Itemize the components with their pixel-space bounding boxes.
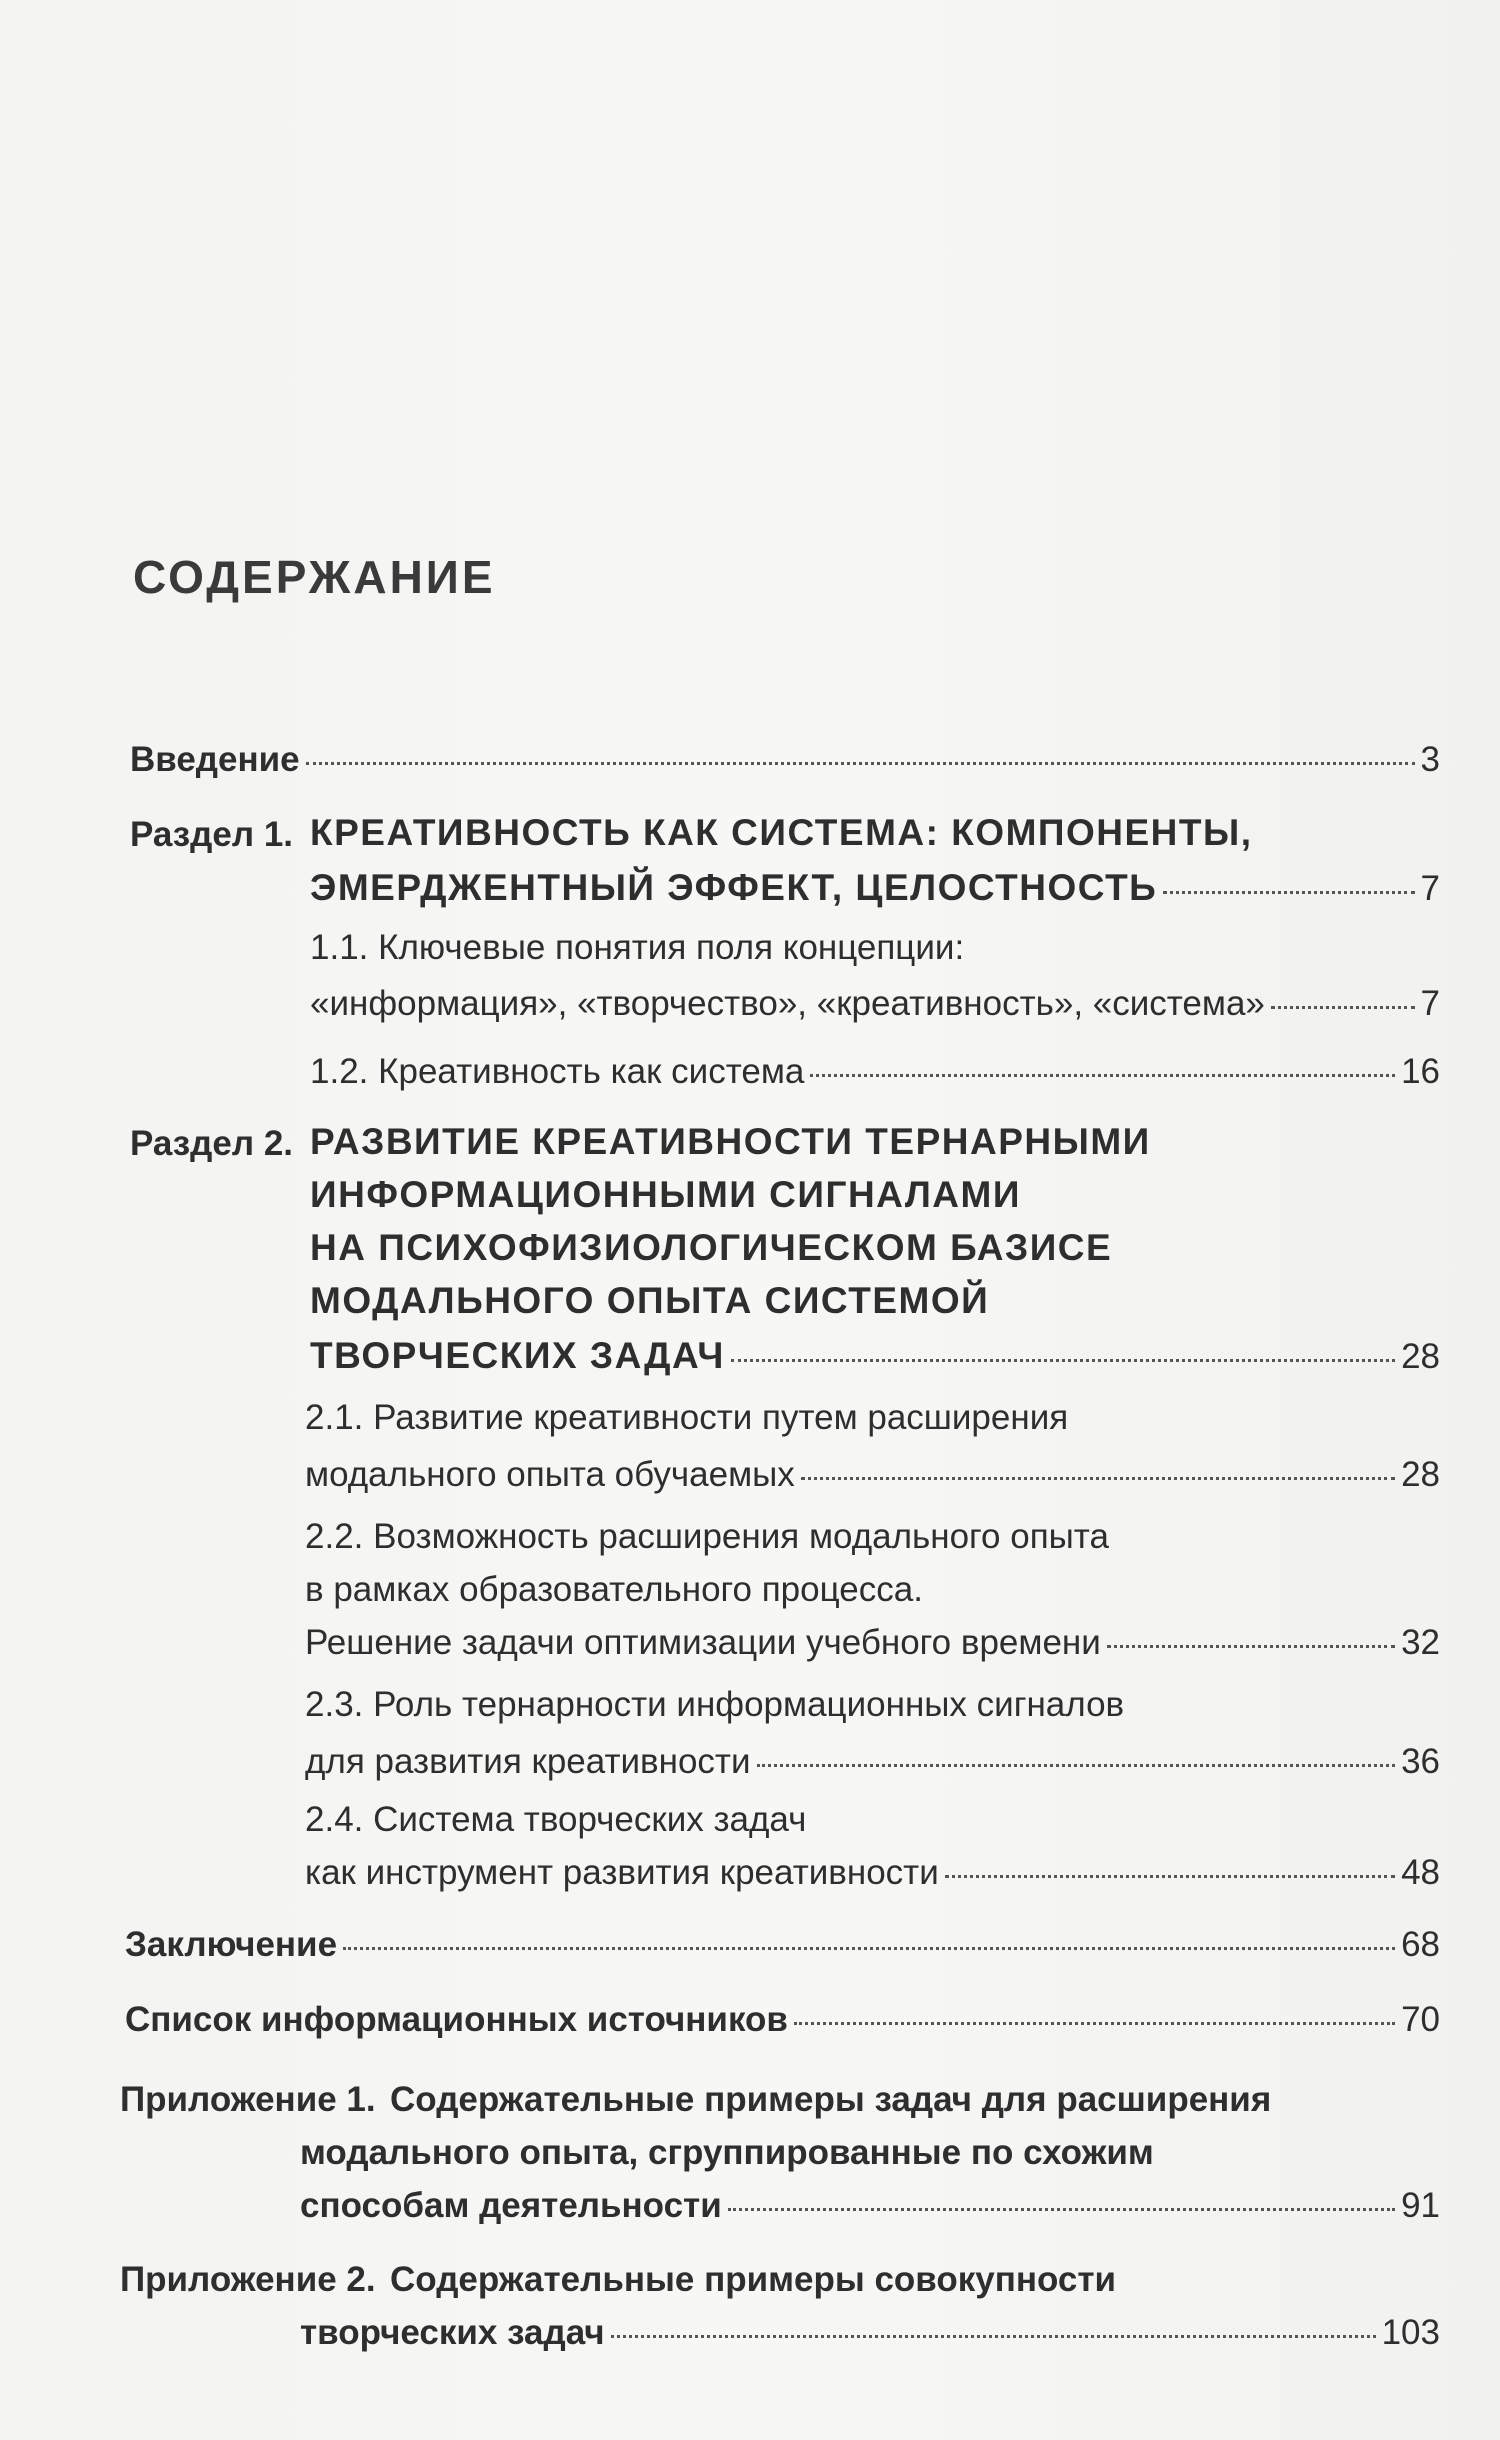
subsection-1-1-line-2: «информация», «творчество», «креативность», «система»: [310, 984, 1265, 1023]
toc-entry-1-2: [310, 1052, 1440, 1092]
toc-page-number: 7: [1420, 869, 1440, 908]
toc-page-number: 28: [1401, 1337, 1440, 1376]
dot-leader: [731, 1359, 1395, 1362]
toc-page-number: 28: [1401, 1455, 1440, 1494]
appendix-1-prefix: Приложение 1.: [120, 2080, 376, 2119]
toc-entry-2-4: [305, 1853, 1440, 1893]
dot-leader: [794, 2022, 1395, 2025]
dot-leader: [1107, 1645, 1395, 1648]
section-2-prefix: Раздел 2.: [130, 1124, 294, 1163]
toc-page-number: 16: [1401, 1052, 1440, 1091]
dot-leader: [343, 1947, 1395, 1950]
subsection-2-2-line-1: 2.2. Возможность расширения модального опыта: [305, 1517, 1109, 1556]
appendix-1-line-3: способам деятельности: [300, 2186, 722, 2225]
section-1-prefix: Раздел 1.: [130, 815, 294, 854]
toc-page-number: 7: [1420, 984, 1440, 1023]
subsection-2-2-line-2: в рамках образовательного процесса.: [305, 1570, 923, 1609]
section-1-title-line-1: КРЕАТИВНОСТЬ КАК СИСТЕМА: КОМПОНЕНТЫ,: [310, 812, 1253, 853]
appendix-1-line-2: модального опыта, сгруппированные по схожим: [300, 2133, 1154, 2172]
toc-entry-2-3: [305, 1742, 1440, 1782]
subsection-2-3-line-1: 2.3. Роль тернарности информационных сигналов: [305, 1685, 1125, 1724]
section-2-title-line-2: ИНФОРМАЦИОННЫМИ СИГНАЛАМИ: [310, 1174, 1021, 1215]
toc-entry-section-2: [310, 1336, 1440, 1377]
appendix-2-prefix: Приложение 2.: [120, 2260, 376, 2299]
dot-leader: [1163, 891, 1414, 894]
appendix-2-line-1: Содержательные примеры совокупности: [390, 2260, 1117, 2299]
section-2-title-line-1: РАЗВИТИЕ КРЕАТИВНОСТИ ТЕРНАРНЫМИ: [310, 1121, 1151, 1162]
section-2-title-line-4: МОДАЛЬНОГО ОПЫТА СИСТЕМОЙ: [310, 1280, 990, 1321]
toc-entry-2-2: [305, 1623, 1440, 1663]
dot-leader: [810, 1074, 1395, 1077]
dot-leader: [728, 2208, 1395, 2211]
toc-entry-label: Заключение: [125, 1925, 338, 1964]
subsection-2-4-line-1: 2.4. Система творческих задач: [305, 1800, 807, 1839]
toc-entry-appendix-1: [300, 2186, 1440, 2226]
toc-entry-conclusion: [125, 1925, 1440, 1965]
dot-leader: [611, 2335, 1376, 2338]
section-2-title-line-5: ТВОРЧЕСКИХ ЗАДАЧ: [310, 1335, 725, 1376]
dot-leader: [801, 1477, 1395, 1480]
toc-page-number: 32: [1401, 1623, 1440, 1662]
subsection-1-2-label: 1.2. Креативность как система: [310, 1052, 805, 1091]
toc-entry-label: Введение: [130, 740, 300, 779]
page-title: СОДЕРЖАНИЕ: [133, 551, 496, 603]
toc-page-number: 48: [1401, 1853, 1440, 1892]
subsection-2-1-line-2: модального опыта обучаемых: [305, 1455, 795, 1494]
toc-page-number: 68: [1401, 1925, 1440, 1964]
toc-entry-label: Список информационных источников: [125, 2000, 788, 2039]
dot-leader: [1271, 1006, 1415, 1009]
subsection-1-1-line-1: 1.1. Ключевые понятия поля концепции:: [310, 928, 965, 967]
toc-page-number: 91: [1401, 2186, 1440, 2225]
toc-entry-sources: [125, 2000, 1440, 2040]
toc-entry-1-1: [310, 984, 1440, 1024]
subsection-2-4-line-2: как инструмент развития креативности: [305, 1853, 939, 1892]
toc-page-number: 36: [1401, 1742, 1440, 1781]
toc-page-number: 3: [1420, 740, 1440, 779]
toc-page-number: 103: [1381, 2313, 1440, 2352]
subsection-2-2-line-3: Решение задачи оптимизации учебного времени: [305, 1623, 1101, 1662]
appendix-2-line-2: творческих задач: [300, 2313, 605, 2352]
dot-leader: [757, 1764, 1396, 1767]
toc-entry-2-1: [305, 1455, 1440, 1495]
dot-leader: [945, 1875, 1395, 1878]
section-2-title-line-3: НА ПСИХОФИЗИОЛОГИЧЕСКОМ БАЗИСЕ: [310, 1227, 1113, 1268]
section-1-title-line-2: ЭМЕРДЖЕНТНЫЙ ЭФФЕКТ, ЦЕЛОСТНОСТЬ: [310, 867, 1158, 908]
subsection-2-1-line-1: 2.1. Развитие креативности путем расширения: [305, 1398, 1069, 1437]
subsection-2-3-line-2: для развития креативности: [305, 1742, 751, 1781]
toc-entry-section-1: [310, 868, 1440, 909]
toc-page-number: 70: [1401, 2000, 1440, 2039]
toc-entry-appendix-2: [300, 2313, 1440, 2353]
toc-entry-intro: [130, 740, 1440, 780]
dot-leader: [306, 762, 1415, 765]
appendix-1-line-1: Содержательные примеры задач для расширения: [390, 2080, 1272, 2119]
